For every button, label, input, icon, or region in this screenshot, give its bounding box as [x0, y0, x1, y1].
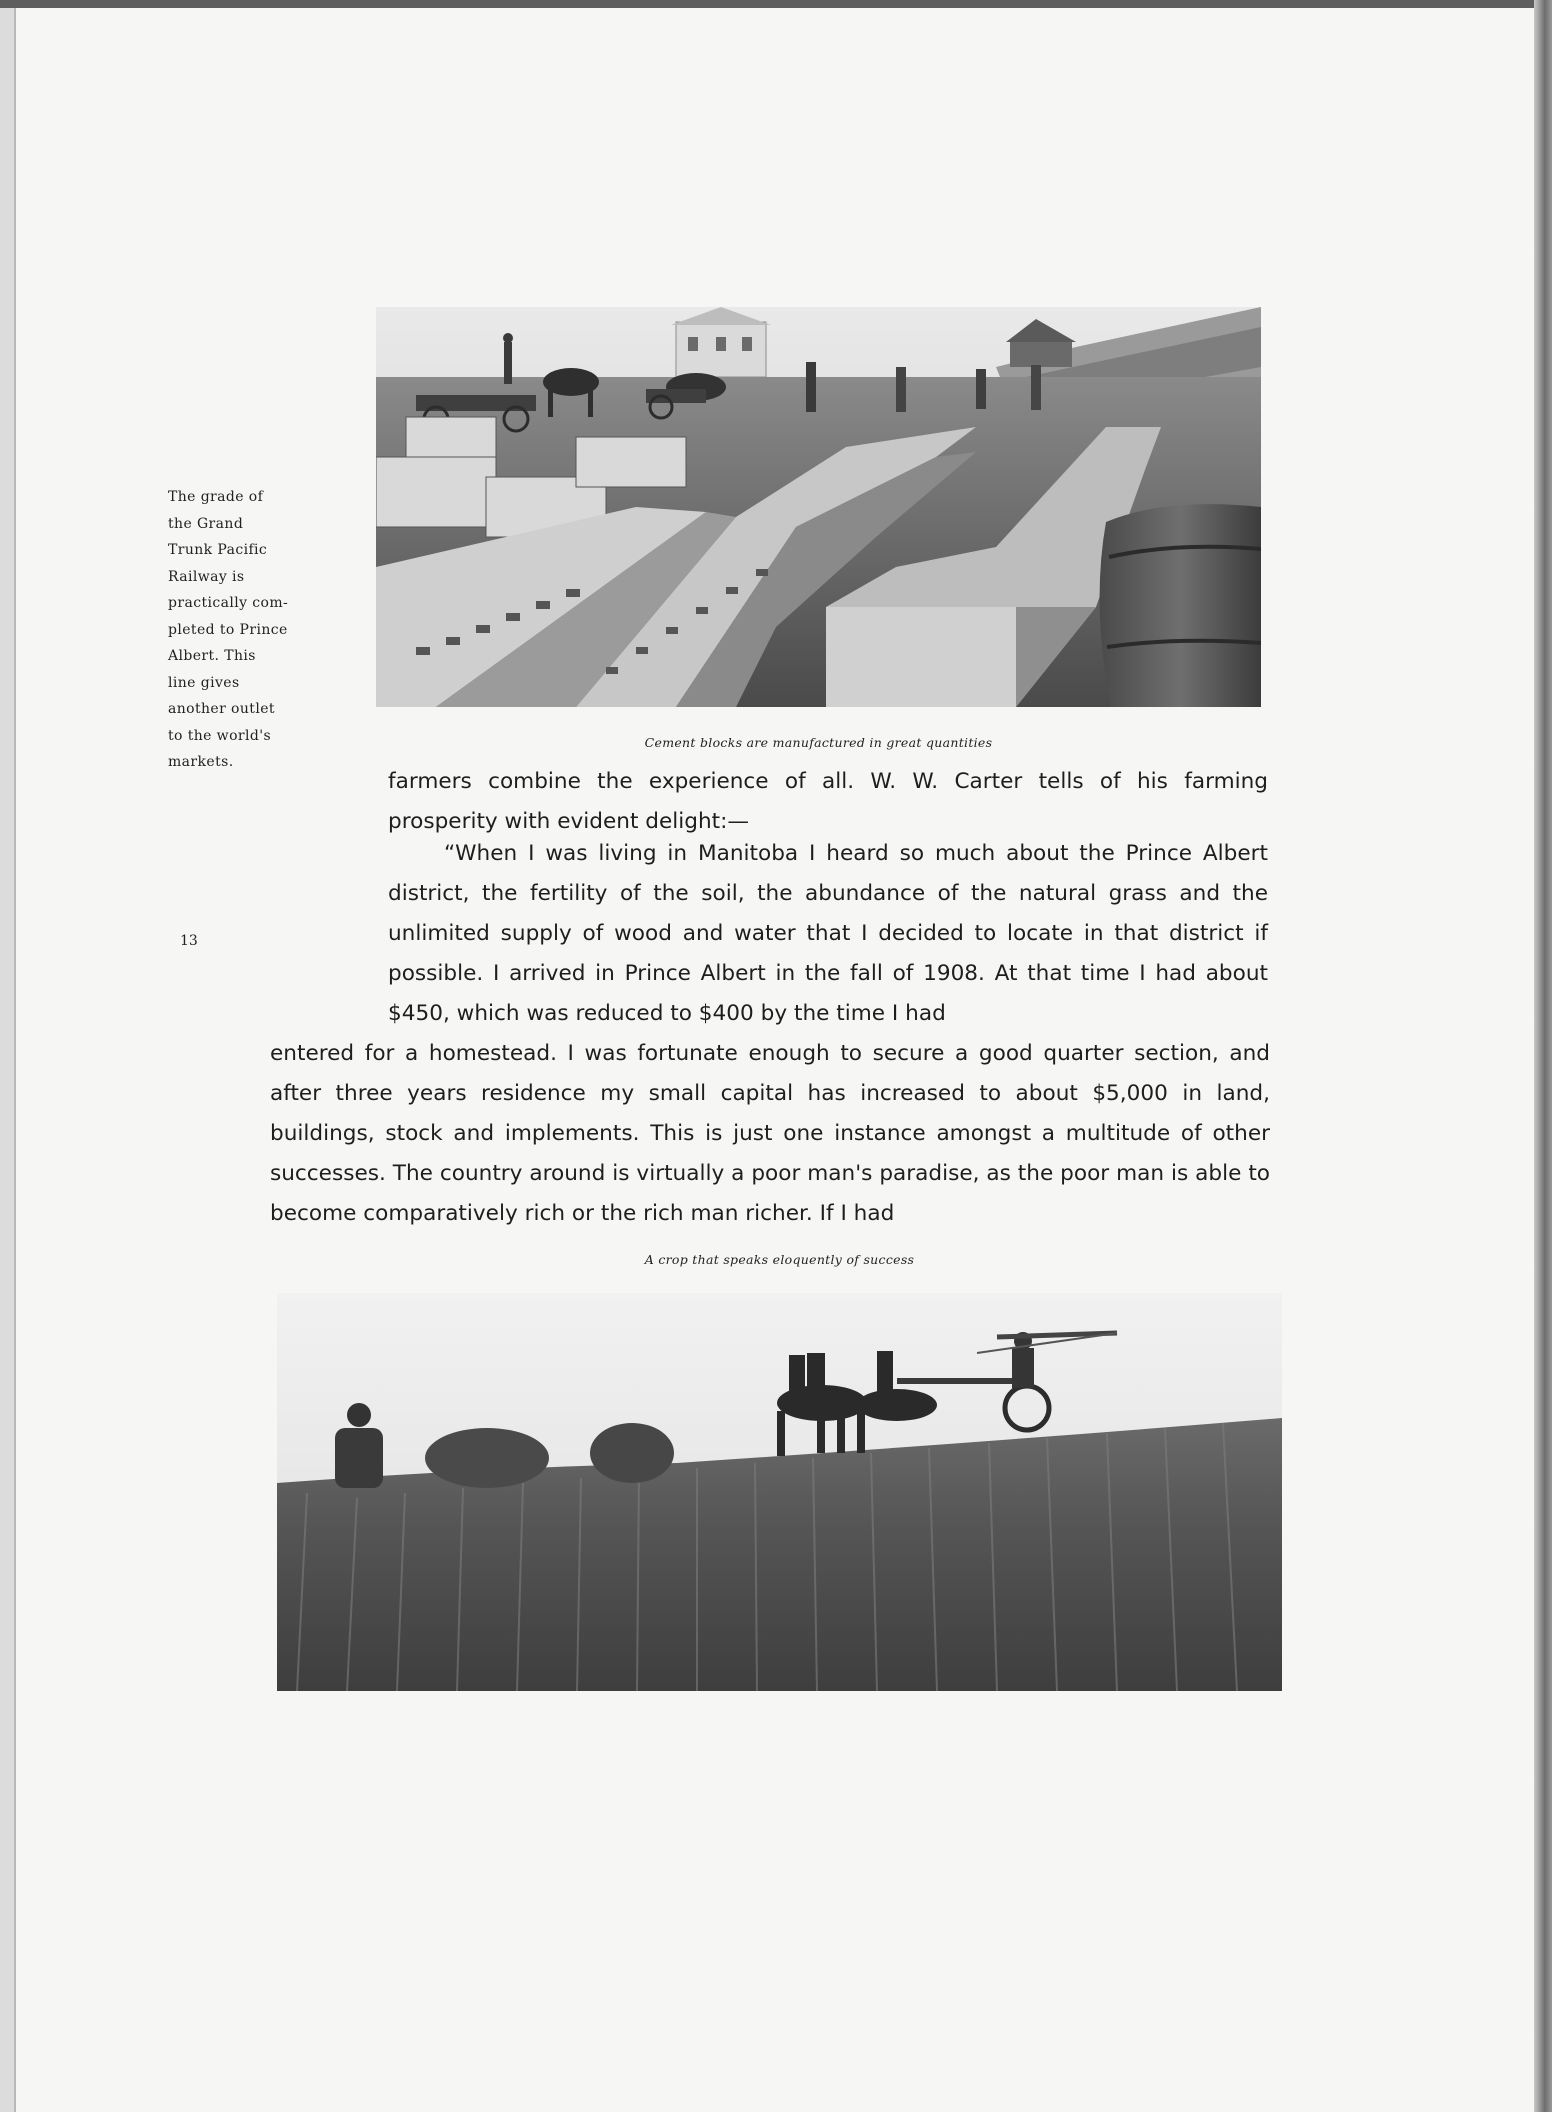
margin-note-line: another outlet — [168, 701, 275, 717]
margin-note-line: The grade of — [168, 489, 264, 505]
margin-note-line: Railway is — [168, 568, 245, 585]
scan-right-edge — [1534, 0, 1552, 2112]
cement-blocks-photo — [376, 307, 1261, 707]
body-paragraph: farmers combine the experience of all. W. W. Carter tells of his farming prosperity with evident delight:— — [388, 769, 1268, 834]
quote-paragraph-continued: entered for a homestead. I was fortunate enough to secure a good quarter section, and after three years residence my small capital has increased to about $5,000 in land, buildings, stock and implements. This is just one instance amongst a multitude of other successes. The country around is virtually a poor man's paradise, as the poor man is able to become comparatively rich or the rich man richer. If I had — [270, 1041, 1270, 1226]
margin-note — [168, 484, 308, 776]
margin-note-line: Albert. This — [168, 648, 256, 664]
margin-note-line: to the world's — [168, 727, 272, 744]
margin-note-line: markets. — [168, 754, 234, 770]
crop-field-photo — [277, 1293, 1282, 1691]
quote-paragraph: “When I was living in Manitoba I heard so much about the Prince Albert district, the fertility of the soil, the abundance of the natural grass and the unlimited supply of wood and water that I decided to locate in that district if possible. I arrived in Prince Albert in the fall of 1908. At that time I had about $450, which was reduced to $400 by the time I had — [388, 841, 1268, 1026]
scan-top-edge — [0, 0, 1552, 8]
margin-note-line: the Grand — [168, 515, 244, 532]
margin-note-line: practically com- — [168, 595, 289, 611]
cement-blocks-caption: Cement blocks are manufactured in great quantities — [644, 735, 993, 750]
margin-note-line: pleted to Prince — [168, 621, 288, 638]
margin-note-line: Trunk Pacific — [168, 542, 268, 558]
margin-note-line: line gives — [168, 674, 240, 691]
crop-caption: A crop that speaks eloquently of success — [644, 1252, 915, 1267]
page-number: 13 — [180, 933, 198, 949]
